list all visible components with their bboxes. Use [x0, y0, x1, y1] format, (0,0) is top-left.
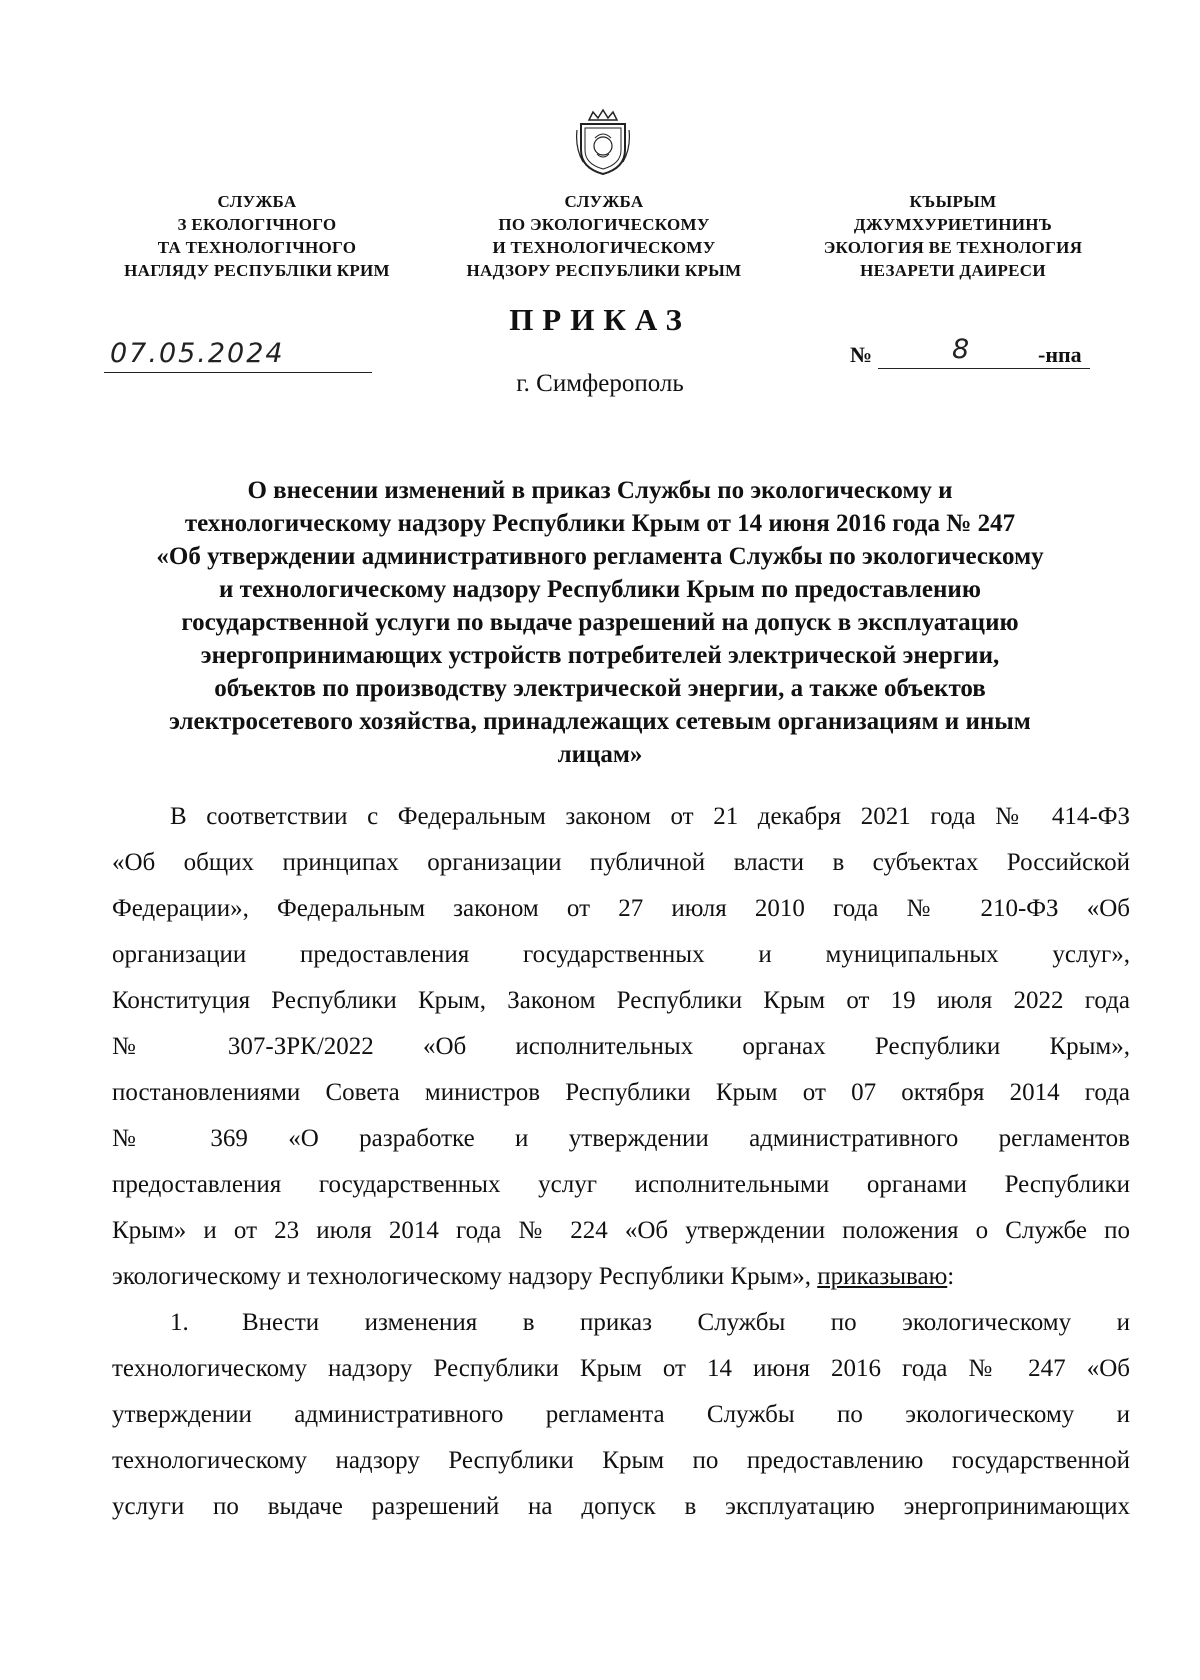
preamble-paragraph	[112, 794, 1130, 1300]
order-number-handwritten: 8	[952, 334, 970, 365]
item-number: 1.	[170, 1309, 189, 1336]
crimea-coat-of-arms-icon	[575, 108, 631, 176]
paragraph-line: постановлениями Совета министров Республики Крым от 07 октября 2014 года	[112, 1079, 1130, 1106]
item-1-paragraph	[112, 1300, 1130, 1530]
order-command-word: приказываю	[817, 1263, 948, 1290]
paragraph-line: № 369 «О разработке и утверждении административного регламентов	[112, 1125, 1130, 1152]
order-number-field	[850, 334, 1112, 374]
paragraph-line: утверждении административного регламента Службы по экологическому и	[112, 1401, 1130, 1428]
paragraph-line: В соответствии с Федеральным законом от 21 декабря 2021 года № 414-ФЗ	[170, 803, 1130, 830]
order-number-suffix: -нпа	[1038, 342, 1082, 367]
order-date-handwritten: 07.05.2024	[110, 338, 285, 369]
number-underline	[878, 368, 1090, 369]
paragraph-line: экологическому и технологическому надзору Республики Крым», приказываю:	[112, 1263, 955, 1290]
issuing-city: г. Симферополь	[516, 370, 684, 397]
number-sign: №	[850, 342, 873, 367]
paragraph-line: технологическому надзору Республики Крым от 14 июня 2016 года № 247 «Об	[112, 1355, 1130, 1382]
paragraph-line: организации предоставления государственных и муниципальных услуг»,	[112, 941, 1130, 968]
paragraph-line: Крым» и от 23 июля 2014 года № 224 «Об утверждении положения о Службе по	[112, 1217, 1130, 1244]
paragraph-line: «Об общих принципах организации публичной власти в субъектах Российской	[112, 849, 1130, 876]
paragraph-line: Конституция Республики Крым, Законом Республики Крым от 19 июля 2022 года	[112, 987, 1130, 1014]
paragraph-line: услуги по выдаче разрешений на допуск в эксплуатацию энергопринимающих	[112, 1493, 1130, 1520]
paragraph-line: № 307-ЗРК/2022 «Об исполнительных органах Республики Крым»,	[112, 1033, 1130, 1060]
order-subject-heading: О внесении изменений в приказ Службы по экологическому и технологическому надзору Республики Крым от 14 июня 2016 года № 247 «Об утверждении административного регламента Службы по экологическому и технологическому надзору Республики Крым по предоставлению государственной услуги по выдаче разрешений на допуск в эксплуатацию энергопринимающих устройств потребителей электрической энергии, объектов по производству электрической энергии, а также объектов электросетевого хозяйства, принадлежащих сетевым организациям и иным лицам»	[156, 477, 1044, 768]
agency-name-russian: СЛУЖБА ПО ЭКОЛОГИЧЕСКОМУ И ТЕХНОЛОГИЧЕСКОМУ НАДЗОРУ РЕСПУБЛИКИ КРЫМ	[466, 192, 742, 280]
document-type-title: ПРИКАЗ	[509, 302, 691, 337]
paragraph-line: предоставления государственных услуг исполнительными органами Республики	[112, 1171, 1130, 1198]
agency-name-crimean-tatar: КЪЫРЫМ ДЖУМХУРИЕТИНИНЪ ЭКОЛОГИЯ ВЕ ТЕХНОЛОГИЯ НЕЗАРЕТИ ДАИРЕСИ	[823, 192, 1083, 280]
paragraph-line: технологическому надзору Республики Крым по предоставлению государственной	[112, 1447, 1130, 1474]
order-date-field	[104, 338, 372, 373]
paragraph-line: Федерации», Федеральным законом от 27 июля 2010 года № 210-ФЗ «Об	[112, 895, 1130, 922]
paragraph-line: 1. Внести изменения в приказ Службы по экологическому и	[112, 1300, 1130, 1346]
agency-name-ukrainian: СЛУЖБА З ЕКОЛОГІЧНОГО ТА ТЕХНОЛОГІЧНОГО НАГЛЯДУ РЕСПУБЛІКИ КРИМ	[124, 192, 390, 280]
